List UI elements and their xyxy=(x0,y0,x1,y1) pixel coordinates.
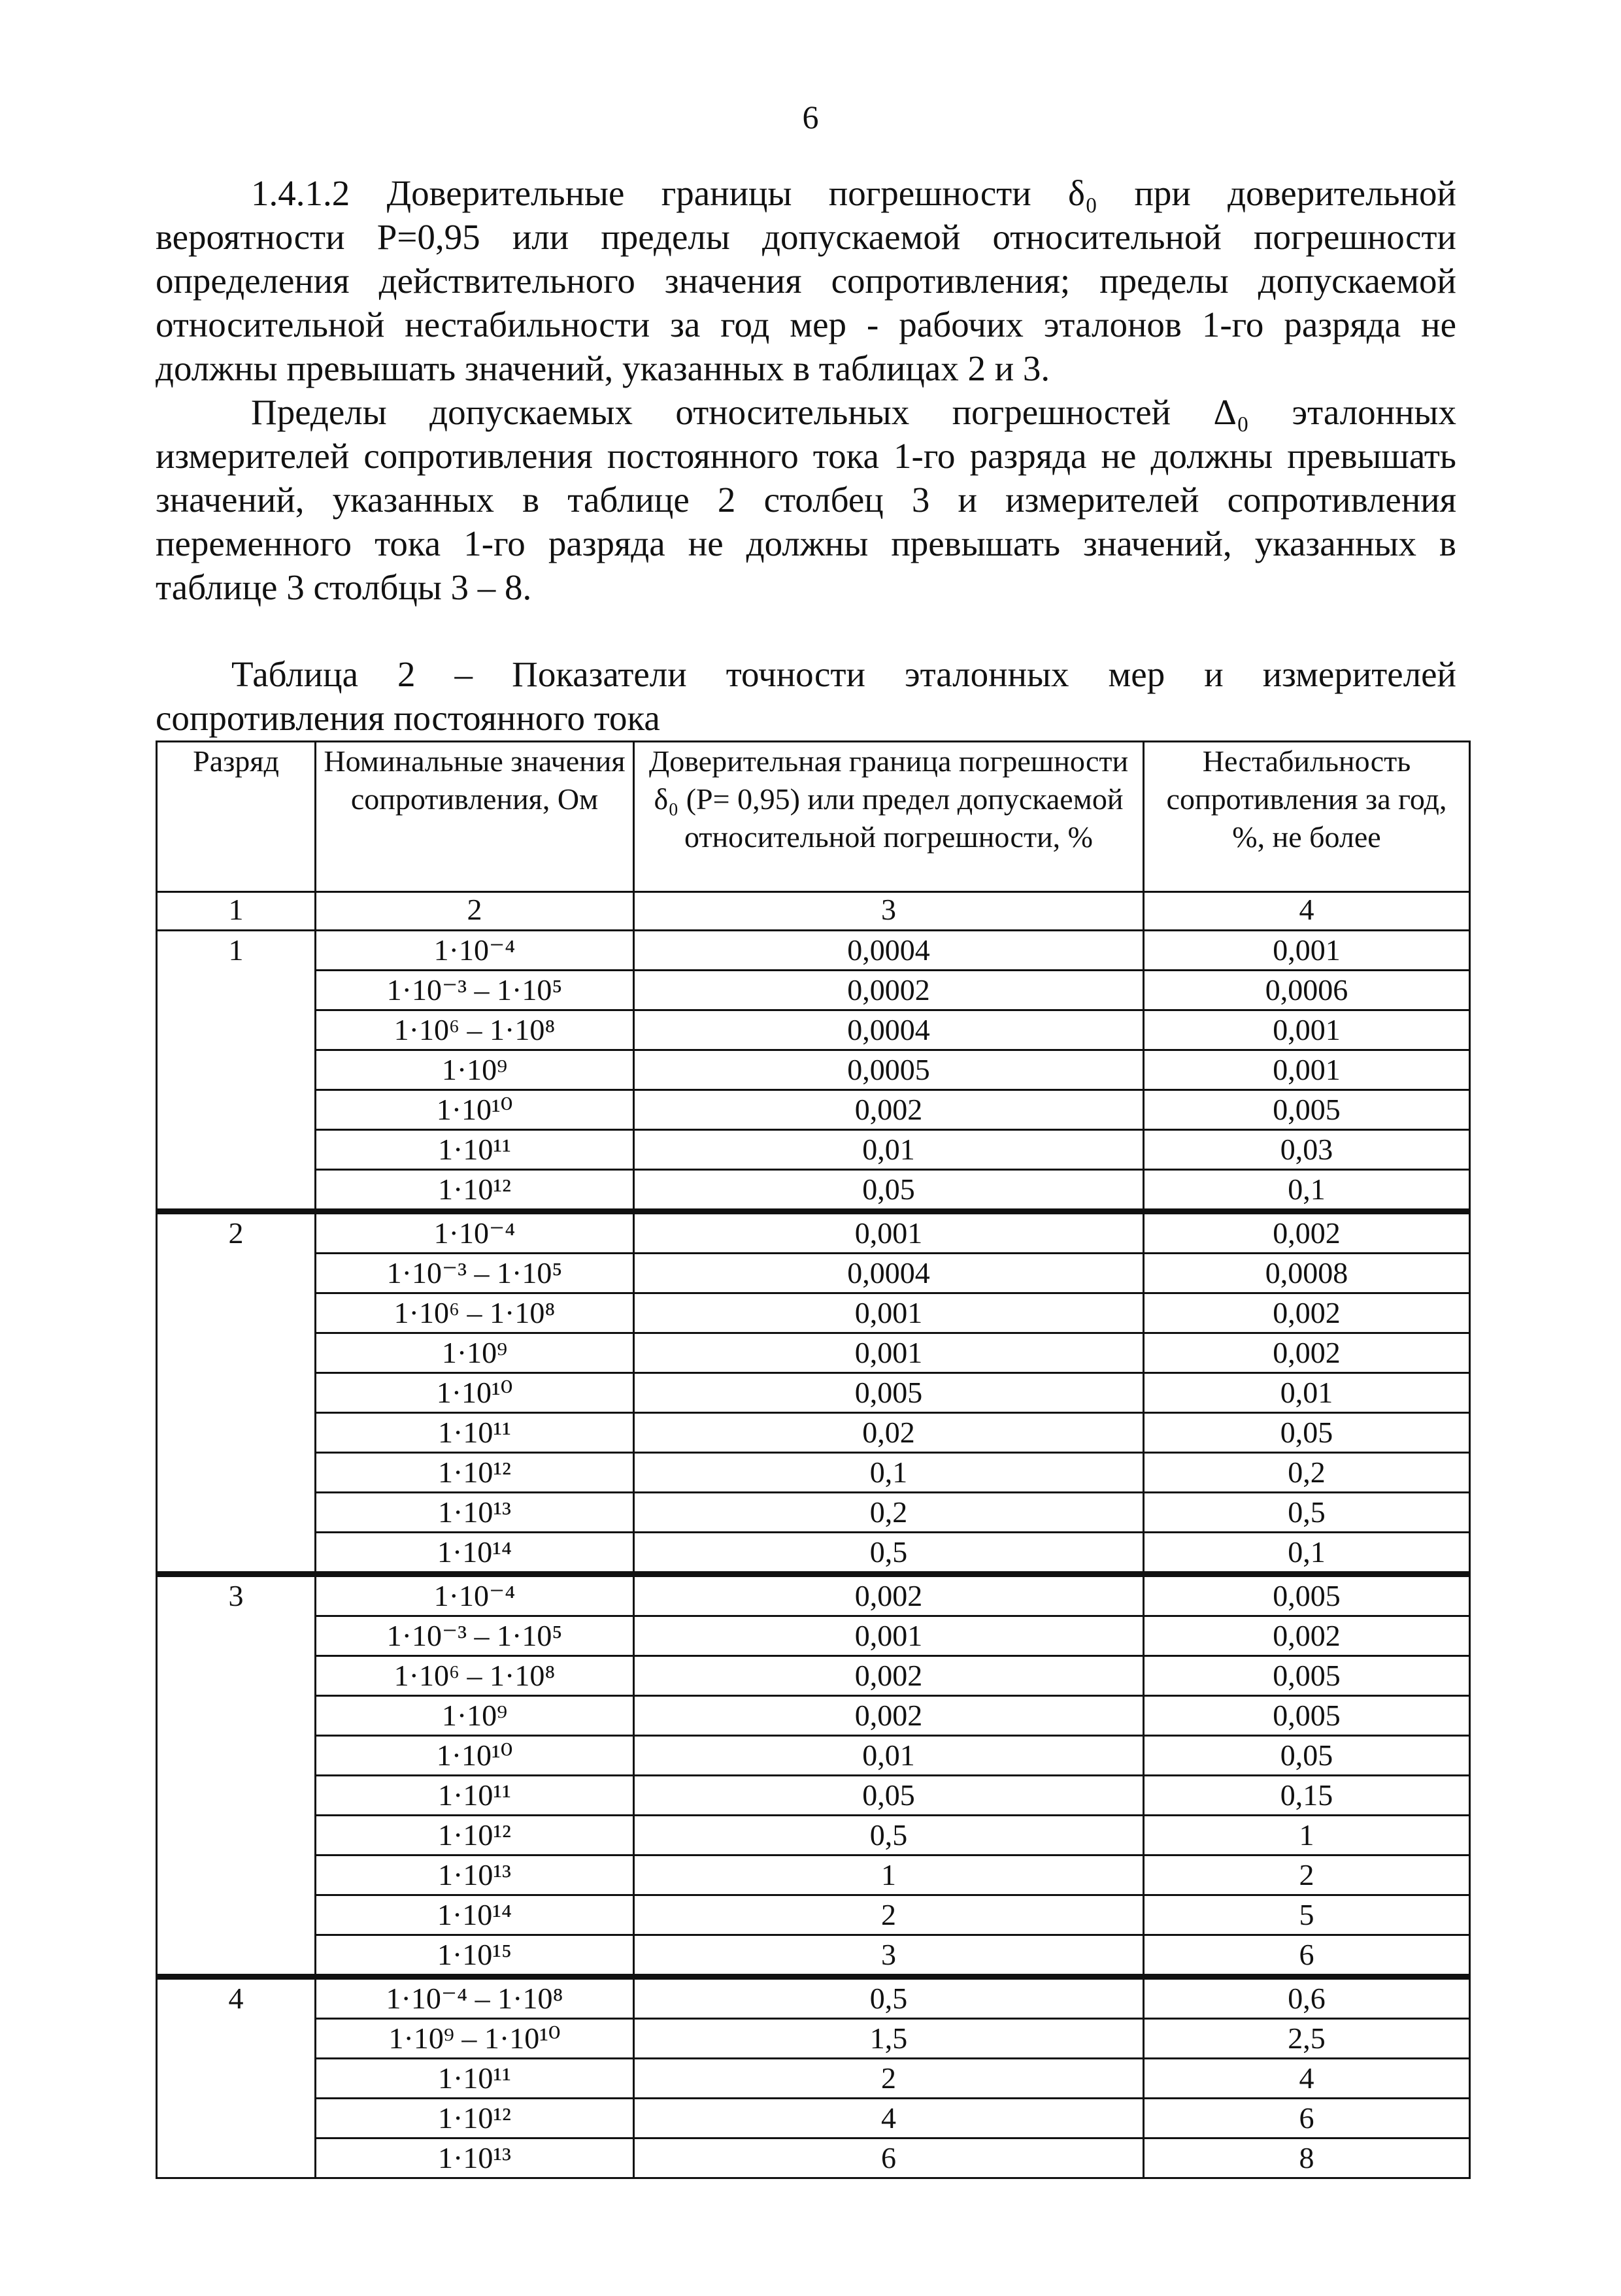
grade-group xyxy=(157,1574,1470,1977)
nominal-cell: 1·10¹³ xyxy=(316,2138,634,2178)
instability-cell: 2,5 xyxy=(1144,2019,1470,2059)
table-row xyxy=(157,1574,1470,1616)
nominal-cell: 1·10¹² xyxy=(316,1816,634,1855)
error-cell: 0,05 xyxy=(634,1776,1144,1816)
table-row xyxy=(157,1090,1470,1130)
table-row xyxy=(157,1533,1470,1574)
instability-cell: 0,001 xyxy=(1144,1050,1470,1090)
error-cell: 0,001 xyxy=(634,1212,1144,1254)
error-cell: 0,0004 xyxy=(634,1010,1144,1050)
error-cell: 0,01 xyxy=(634,1736,1144,1776)
grade-group xyxy=(157,1212,1470,1574)
instability-cell: 6 xyxy=(1144,1935,1470,1977)
nominal-cell: 1·10⁻³ – 1·10⁵ xyxy=(316,1616,634,1656)
instability-cell: 0,2 xyxy=(1144,1453,1470,1493)
error-cell: 0,02 xyxy=(634,1413,1144,1453)
instability-cell: 0,0006 xyxy=(1144,971,1470,1010)
nominal-cell: 1·10⁹ – 1·10¹⁰ xyxy=(316,2019,634,2059)
nominal-cell: 1·10⁶ – 1·10⁸ xyxy=(316,1010,634,1050)
nominal-cell: 1·10¹² xyxy=(316,1453,634,1493)
error-cell: 0,0004 xyxy=(634,1254,1144,1293)
instability-cell: 1 xyxy=(1144,1816,1470,1855)
nominal-cell: 1·10⁻³ – 1·10⁵ xyxy=(316,971,634,1010)
error-cell: 0,001 xyxy=(634,1616,1144,1656)
error-cell: 0,002 xyxy=(634,1656,1144,1696)
error-cell: 2 xyxy=(634,2059,1144,2099)
table-caption-line1: Таблица 2 – Показатели точности эталонных мер и измерителей xyxy=(231,654,1456,694)
instability-cell: 4 xyxy=(1144,2059,1470,2099)
table-row xyxy=(157,1493,1470,1533)
body-text xyxy=(156,171,1456,609)
table-row xyxy=(157,1895,1470,1935)
instability-cell: 0,1 xyxy=(1144,1170,1470,1212)
error-cell: 0,5 xyxy=(634,1977,1144,2019)
instability-cell: 0,002 xyxy=(1144,1293,1470,1333)
error-cell: 0,0002 xyxy=(634,971,1144,1010)
table-caption-line2: сопротивления постоянного тока xyxy=(156,698,660,738)
nominal-cell: 1·10⁻³ – 1·10⁵ xyxy=(316,1254,634,1293)
instability-cell: 0,05 xyxy=(1144,1736,1470,1776)
instability-cell: 5 xyxy=(1144,1895,1470,1935)
table-row xyxy=(157,1130,1470,1170)
table-row xyxy=(157,1413,1470,1453)
grade-group xyxy=(157,1977,1470,2178)
instability-cell: 0,001 xyxy=(1144,931,1470,971)
instability-cell: 0,03 xyxy=(1144,1130,1470,1170)
instability-cell: 0,15 xyxy=(1144,1776,1470,1816)
nominal-cell: 1·10⁹ xyxy=(316,1050,634,1090)
error-cell: 3 xyxy=(634,1935,1144,1977)
nominal-cell: 1·10⁹ xyxy=(316,1333,634,1373)
table-row xyxy=(157,2059,1470,2099)
grade-group xyxy=(157,931,1470,1212)
nominal-cell: 1·10¹⁰ xyxy=(316,1090,634,1130)
page-number: 6 xyxy=(802,99,819,135)
error-cell: 4 xyxy=(634,2099,1144,2138)
error-cell: 0,01 xyxy=(634,1130,1144,1170)
error-cell: 1 xyxy=(634,1855,1144,1895)
header-nominal: Номинальные значения сопротивления, Ом xyxy=(316,742,634,892)
nominal-cell: 1·10¹¹ xyxy=(316,1413,634,1453)
table-row xyxy=(157,1373,1470,1413)
instability-cell: 6 xyxy=(1144,2099,1470,2138)
instability-cell: 0,005 xyxy=(1144,1090,1470,1130)
nominal-cell: 1·10⁻⁴ – 1·10⁸ xyxy=(316,1977,634,2019)
error-cell: 0,002 xyxy=(634,1574,1144,1616)
instability-cell: 0,002 xyxy=(1144,1212,1470,1254)
instability-cell: 0,05 xyxy=(1144,1413,1470,1453)
nominal-cell: 1·10¹⁴ xyxy=(316,1533,634,1574)
header-error: Доверительная граница погрешности δ₀ (Р= 0,95) или предел допускаемой относительной погрешности, % xyxy=(634,742,1144,892)
instability-cell: 2 xyxy=(1144,1855,1470,1895)
table-row xyxy=(157,2099,1470,2138)
column-number: 3 xyxy=(634,892,1144,931)
table-row xyxy=(157,1696,1470,1736)
table-row xyxy=(157,1212,1470,1254)
nominal-cell: 1·10⁶ – 1·10⁸ xyxy=(316,1293,634,1333)
nominal-cell: 1·10¹⁰ xyxy=(316,1373,634,1413)
grade-cell: 4 xyxy=(157,1977,316,2178)
table-caption xyxy=(156,652,1456,740)
paragraph-1: 1.4.1.2 Доверительные границы погрешности δ₀ при доверительной вероятности Р=0,95 или пределы допускаемой относительной погрешности определения действительного значения сопротивления; пределы допускаемой относительной нестабильности за год мер - рабочих эталонов 1-го разряда не должны превышать значений, указанных в таблицах 2 и 3. xyxy=(156,173,1456,388)
grade-cell: 1 xyxy=(157,931,316,1212)
nominal-cell: 1·10⁻⁴ xyxy=(316,1212,634,1254)
table-row xyxy=(157,1293,1470,1333)
instability-cell: 0,6 xyxy=(1144,1977,1470,2019)
table-header-row xyxy=(157,742,1470,892)
nominal-cell: 1·10¹³ xyxy=(316,1493,634,1533)
error-cell: 0,005 xyxy=(634,1373,1144,1413)
table-row xyxy=(157,1855,1470,1895)
instability-cell: 8 xyxy=(1144,2138,1470,2178)
error-cell: 0,002 xyxy=(634,1090,1144,1130)
nominal-cell: 1·10¹¹ xyxy=(316,1130,634,1170)
instability-cell: 0,002 xyxy=(1144,1616,1470,1656)
instability-cell: 0,5 xyxy=(1144,1493,1470,1533)
error-cell: 0,001 xyxy=(634,1293,1144,1333)
accuracy-table xyxy=(156,740,1471,2179)
nominal-cell: 1·10⁹ xyxy=(316,1696,634,1736)
header-grade: Разряд xyxy=(157,742,316,892)
nominal-cell: 1·10¹⁵ xyxy=(316,1935,634,1977)
instability-cell: 0,01 xyxy=(1144,1373,1470,1413)
grade-cell: 3 xyxy=(157,1574,316,1977)
error-cell: 0,05 xyxy=(634,1170,1144,1212)
instability-cell: 0,002 xyxy=(1144,1333,1470,1373)
error-cell: 1,5 xyxy=(634,2019,1144,2059)
instability-cell: 0,005 xyxy=(1144,1696,1470,1736)
column-number: 4 xyxy=(1144,892,1470,931)
column-number: 1 xyxy=(157,892,316,931)
table-row xyxy=(157,1333,1470,1373)
error-cell: 0,5 xyxy=(634,1533,1144,1574)
nominal-cell: 1·10¹² xyxy=(316,2099,634,2138)
nominal-cell: 1·10¹⁰ xyxy=(316,1736,634,1776)
table-row xyxy=(157,1977,1470,2019)
error-cell: 0,5 xyxy=(634,1816,1144,1855)
column-number-row xyxy=(157,892,1470,931)
table-row xyxy=(157,1453,1470,1493)
nominal-cell: 1·10⁶ – 1·10⁸ xyxy=(316,1656,634,1696)
instability-cell: 0,001 xyxy=(1144,1010,1470,1050)
nominal-cell: 1·10⁻⁴ xyxy=(316,931,634,971)
table-row xyxy=(157,1050,1470,1090)
paragraph-2: Пределы допускаемых относительных погрешностей Δ₀ эталонных измерителей сопротивления постоянного тока 1-го разряда не должны превышать значений, указанных в таблице 2 столбец 3 и измерителей сопротивления переменного тока 1-го разряда не должны превышать значений, указанных в таблице 3 столбцы 3 – 8. xyxy=(156,392,1456,607)
table-row xyxy=(157,2019,1470,2059)
table-row xyxy=(157,1816,1470,1855)
error-cell: 0,0005 xyxy=(634,1050,1144,1090)
error-cell: 0,001 xyxy=(634,1333,1144,1373)
table-row xyxy=(157,1010,1470,1050)
table-row xyxy=(157,971,1470,1010)
table-row xyxy=(157,1776,1470,1816)
nominal-cell: 1·10¹⁴ xyxy=(316,1895,634,1935)
nominal-cell: 1·10¹² xyxy=(316,1170,634,1212)
table-row xyxy=(157,1656,1470,1696)
table-row xyxy=(157,1935,1470,1977)
error-cell: 6 xyxy=(634,2138,1144,2178)
table-row xyxy=(157,2138,1470,2178)
table-row xyxy=(157,1254,1470,1293)
error-cell: 0,1 xyxy=(634,1453,1144,1493)
nominal-cell: 1·10¹¹ xyxy=(316,2059,634,2099)
error-cell: 0,2 xyxy=(634,1493,1144,1533)
nominal-cell: 1·10¹¹ xyxy=(316,1776,634,1816)
instability-cell: 0,1 xyxy=(1144,1533,1470,1574)
header-instability: Нестабильность сопротивления за год, %, не более xyxy=(1144,742,1470,892)
instability-cell: 0,005 xyxy=(1144,1574,1470,1616)
instability-cell: 0,005 xyxy=(1144,1656,1470,1696)
error-cell: 0,0004 xyxy=(634,931,1144,971)
column-number: 2 xyxy=(316,892,634,931)
nominal-cell: 1·10¹³ xyxy=(316,1855,634,1895)
table-row xyxy=(157,931,1470,971)
error-cell: 0,002 xyxy=(634,1696,1144,1736)
instability-cell: 0,0008 xyxy=(1144,1254,1470,1293)
table-row xyxy=(157,1736,1470,1776)
grade-cell: 2 xyxy=(157,1212,316,1574)
table-row xyxy=(157,1170,1470,1212)
table-row xyxy=(157,1616,1470,1656)
nominal-cell: 1·10⁻⁴ xyxy=(316,1574,634,1616)
error-cell: 2 xyxy=(634,1895,1144,1935)
